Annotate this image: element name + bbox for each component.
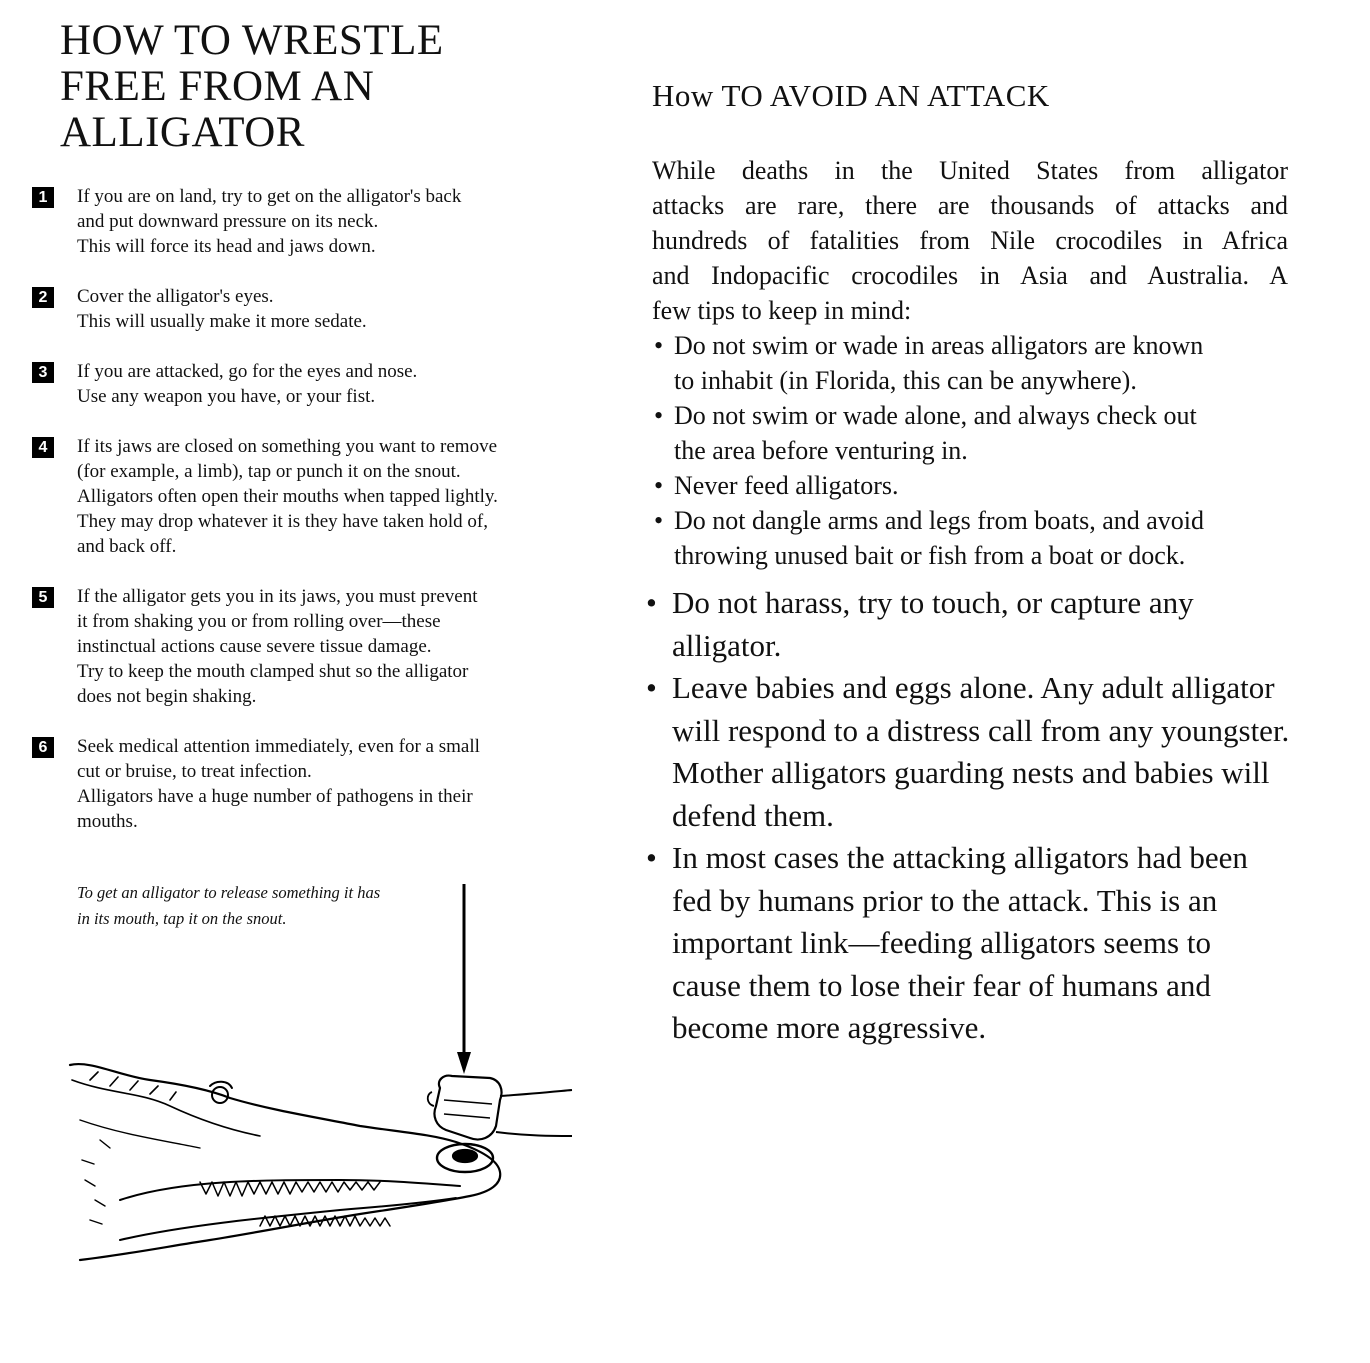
step-4 — [32, 434, 562, 559]
steps-list — [32, 184, 562, 834]
tip-item — [652, 398, 1292, 468]
bullet-icon: • — [654, 506, 664, 535]
tip-line: Leave babies and eggs alone. Any adult alligator — [672, 670, 1275, 705]
step-3 — [32, 359, 562, 409]
step-number-badge: 1 — [32, 187, 54, 208]
alligator-head-drawing — [70, 1064, 500, 1260]
tip-line: Do not swim or wade in areas alligators are known — [674, 331, 1204, 360]
bullet-icon: • — [646, 840, 657, 875]
tip-line: alligator. — [672, 627, 782, 663]
tip-line: important link—feeding alligators seems to — [672, 925, 1211, 960]
tip-line: In most cases the attacking alligators had been — [672, 840, 1248, 875]
tip-item — [652, 503, 1292, 573]
tip-line: defend them. — [672, 797, 834, 833]
tip-line: the area before venturing in. — [674, 436, 968, 465]
bullet-icon: • — [646, 585, 657, 620]
title-line: FREE FROM AN — [60, 63, 375, 110]
step-number-badge: 4 — [32, 437, 54, 458]
tip-line: cause them to lose their fear of humans and — [672, 967, 1211, 1003]
step-text-line: If its jaws are closed on something you want to remove — [77, 436, 498, 457]
tip-item — [646, 837, 1366, 1050]
bullet-icon: • — [654, 331, 664, 360]
down-arrow-icon — [457, 884, 471, 1074]
bullet-icon: • — [654, 401, 664, 430]
step-text-line: it from shaking you or from rolling over—these — [77, 611, 441, 632]
caption-line: To get an alligator to release something it has — [77, 883, 381, 902]
step-text-line: (for example, a limb), tap or punch it on the snout. — [77, 461, 461, 482]
tip-item — [652, 328, 1292, 398]
step-text-line: Use any weapon you have, or your fist. — [77, 386, 376, 407]
tip-line: Mother alligators guarding nests and babies will — [672, 755, 1270, 790]
page-title — [60, 18, 580, 156]
step-text-line: mouths. — [77, 811, 138, 832]
tips-list-small — [652, 328, 1292, 573]
tip-line: Do not dangle arms and legs from boats, and avoid — [674, 506, 1204, 535]
caption-line: in its mouth, tap it on the snout. — [77, 909, 287, 928]
tip-line: throwing unused bait or fish from a boat or dock. — [674, 541, 1186, 570]
intro-line: While deaths in the United States from alligator — [652, 156, 1288, 185]
step-number-badge: 3 — [32, 362, 54, 383]
title-line: HOW TO WRESTLE — [60, 17, 444, 64]
tip-line: Do not swim or wade alone, and always check out — [674, 401, 1197, 430]
intro-line: and Indopacific crocodiles in Asia and Australia. A — [652, 261, 1288, 290]
alligator-snout-illustration — [60, 880, 580, 1280]
tip-line: to inhabit (in Florida, this can be anywhere). — [674, 366, 1137, 395]
step-number-badge: 6 — [32, 737, 54, 758]
step-6 — [32, 734, 562, 834]
step-text-line: Cover the alligator's eyes. — [77, 286, 274, 307]
tip-line: will respond to a distress call from any youngster. — [672, 712, 1290, 748]
avoid-intro-paragraph — [652, 153, 1288, 328]
step-text-line: and put downward pressure on its neck. — [77, 211, 379, 232]
intro-line: attacks are rare, there are thousands of attacks and — [652, 191, 1288, 220]
tip-line: Do not harass, try to touch, or capture any — [672, 585, 1194, 620]
step-number-badge: 2 — [32, 287, 54, 308]
tip-line: Never feed alligators. — [674, 471, 899, 500]
step-5 — [32, 584, 562, 709]
fist-drawing — [428, 1076, 572, 1140]
step-number-badge: 5 — [32, 587, 54, 608]
tip-line: become more aggressive. — [672, 1010, 987, 1045]
step-text-line: and back off. — [77, 536, 177, 557]
step-text-line: If you are attacked, go for the eyes and nose. — [77, 361, 418, 382]
illustration-caption — [77, 880, 447, 932]
step-1 — [32, 184, 562, 259]
step-text-line: Alligators have a huge number of pathogens in their — [77, 786, 473, 807]
intro-line: few tips to keep in mind: — [652, 296, 912, 325]
title-line: ALLIGATOR — [60, 109, 305, 156]
step-text-line: They may drop whatever it is they have taken hold of, — [77, 511, 489, 532]
step-text-line: cut or bruise, to treat infection. — [77, 761, 312, 782]
intro-line: hundreds of fatalities from Nile crocodiles in Africa — [652, 226, 1288, 255]
step-text-line: does not begin shaking. — [77, 686, 257, 707]
tip-item — [652, 468, 1292, 503]
step-text-line: Try to keep the mouth clamped shut so the alligator — [77, 661, 469, 682]
step-text-line: This will force its head and jaws down. — [77, 236, 376, 257]
avoid-attack-heading: How TO AVOID AN ATTACK — [652, 78, 1050, 113]
step-text-line: If you are on land, try to get on the alligator's back — [77, 186, 462, 207]
step-text-line: Alligators often open their mouths when tapped lightly. — [77, 486, 498, 507]
tips-list-large — [646, 582, 1366, 1050]
step-text-line: instinctual actions cause severe tissue damage. — [77, 636, 432, 657]
step-text-line: If the alligator gets you in its jaws, you must prevent — [77, 586, 478, 607]
step-text-line: Seek medical attention immediately, even for a small — [77, 736, 480, 757]
step-text-line: This will usually make it more sedate. — [77, 311, 367, 332]
bullet-icon: • — [646, 670, 657, 705]
tip-item — [646, 667, 1366, 837]
tip-line: fed by humans prior to the attack. This is an — [672, 882, 1218, 918]
bullet-icon: • — [654, 471, 664, 500]
step-2 — [32, 284, 562, 334]
tip-item — [646, 582, 1366, 667]
